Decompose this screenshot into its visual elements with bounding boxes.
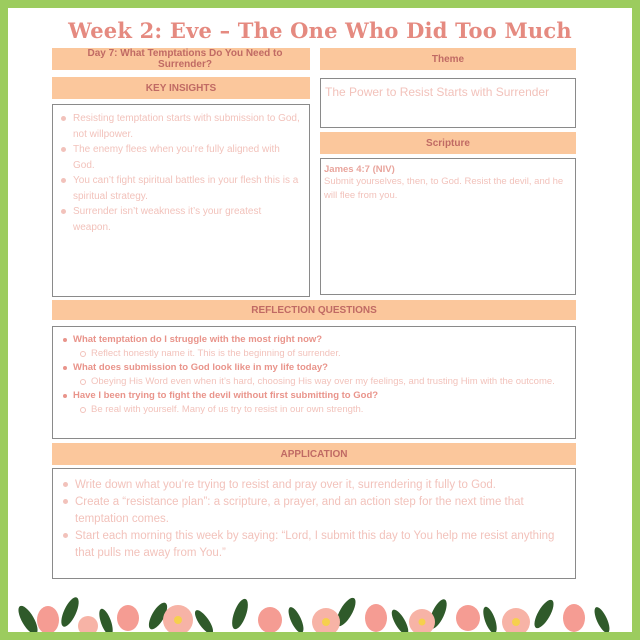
- list-item: The enemy flees when you’re fully aligned with God.: [61, 142, 301, 173]
- scripture-text: Submit yourselves, then, to God. Resist the devil, and he will flee from you.: [324, 176, 564, 201]
- reflection-box: [52, 326, 576, 439]
- reflection-note: Reflect honestly name it. This is the beginning of surrender.: [63, 347, 565, 361]
- application-list: [53, 469, 575, 562]
- application-box: [52, 468, 576, 579]
- list-item: Resisting temptation starts with submission to God, not willpower.: [61, 111, 301, 142]
- reflection-note: Obeying His Word even when it’s hard, choosing His way over my feelings, and trusting Him with the outcome.: [63, 375, 565, 389]
- theme-header: [320, 48, 576, 70]
- theme-box: [320, 78, 576, 128]
- list-item: Write down what you’re trying to resist and pray over it, surrendering it fully to God.: [63, 477, 565, 494]
- page-title: Week 2: Eve – The One Who Did Too Much: [68, 18, 572, 43]
- list-item: Start each morning this week by saying: “Lord, I submit this day to You help me resist anything that pulls me away from You.”: [63, 528, 565, 562]
- reflection-question: Have I been trying to fight the devil without first submitting to God?: [63, 389, 565, 403]
- key-insights-box: [52, 104, 310, 297]
- scripture-heading: Scripture: [426, 137, 470, 149]
- theme-heading: Theme: [431, 53, 465, 65]
- scripture-header: [320, 132, 576, 154]
- reflection-header: [52, 300, 576, 320]
- day-title: Day 7: What Temptations Do You Need to Surrender?: [87, 48, 283, 70]
- scripture-box: [320, 158, 576, 295]
- key-insights-header: [52, 77, 310, 99]
- reflection-list: [53, 327, 575, 417]
- application-heading: APPLICATION: [280, 448, 348, 460]
- reflection-question: What does submission to God look like in my life today?: [63, 361, 565, 375]
- reflection-question: What temptation do I struggle with the most right now?: [63, 333, 565, 347]
- reflection-note: Be real with yourself. Many of us try to resist in our own strength.: [63, 403, 565, 417]
- scripture-reference: James 4:7 (NIV): [324, 164, 395, 175]
- list-item: Surrender isn’t weakness it’s your greatest weapon.: [61, 204, 301, 235]
- blossoms: [37, 604, 585, 632]
- key-insights-heading: KEY INSIGHTS: [145, 82, 217, 94]
- list-item: Create a “resistance plan”: a scripture, a prayer, and an action step for the next time that temptation comes.: [63, 494, 565, 528]
- theme-text: The Power to Resist Starts with Surrender: [325, 85, 550, 99]
- worksheet-page: [8, 8, 632, 632]
- reflection-heading: REFLECTION QUESTIONS: [251, 304, 377, 316]
- key-insights-list: [53, 105, 309, 235]
- day-title-bar: [52, 48, 310, 70]
- flower-border-decoration: [8, 582, 632, 632]
- application-header: [52, 443, 576, 465]
- list-item: You can’t fight spiritual battles in your flesh this is a spiritual strategy.: [61, 173, 301, 204]
